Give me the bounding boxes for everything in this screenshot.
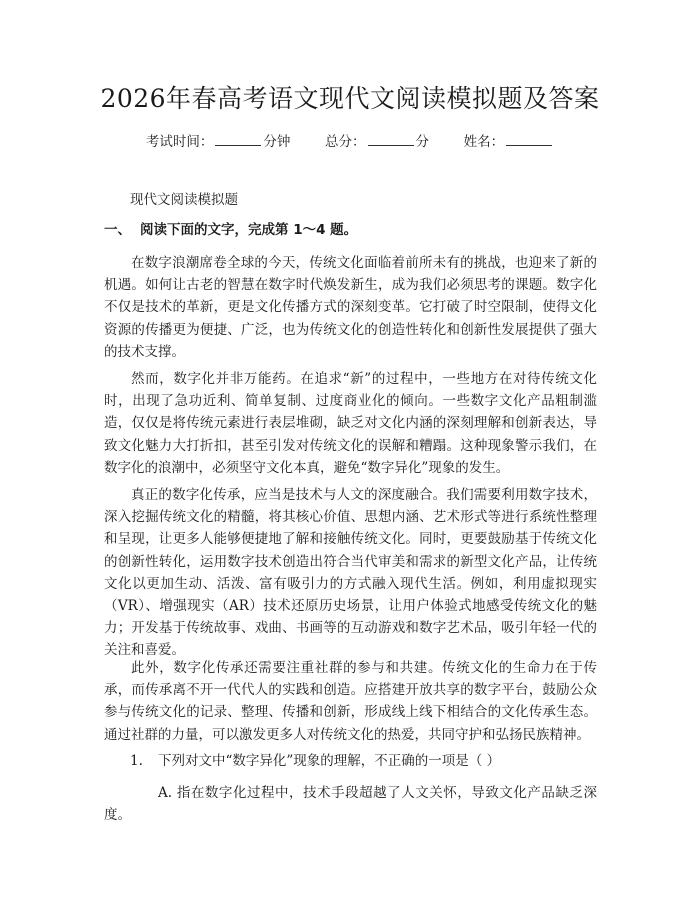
question-1-stem	[130, 750, 500, 772]
passage-paragraph-3: 真正的数字化传承，应当是技术与人文的深度融合。我们需要利用数字技术，深入挖掘传统文化的精髓，将其核心价值、思想内涵、艺术形式等进行系统性整理和呈现，让更多人能够便捷地了解和接触传统文化。同时，更要鼓励基于传统文化的创新性转化，运用数字技术创造出符合当代审美和需求的新型文化产品，让传统文化以更加生动、活泼、富有吸引力的方式融入现代生活。例如，利用虚拟现实（VR）、增强现实（AR）技术还原历史场景，让用户体验式地感受传统文化的魅力；开发基于传统故事、戏曲、书画等的互动游戏和数字艺术品，吸引年轻一代的关注和喜爱。	[104, 487, 597, 659]
score-unit: 分	[415, 134, 429, 150]
name-label: 姓名：	[463, 134, 505, 150]
score-label: 总分：	[325, 134, 366, 150]
passage-paragraph-4: 此外，数字化传承还需要注重社群的参与和共建。传统文化的生命力在于传承，而传承离不开一代代人的实践和创造。应搭建开放共享的数字平台，鼓励公众参与传统文化的记录、整理、传播和创新，形成线上线下相结合的文化传承生态。通过社群的力量，可以激发更多人对传统文化的热爱，共同守护和弘扬民族精神。	[104, 660, 597, 743]
time-blank	[215, 133, 261, 146]
document-title: 2026年春高考语文现代文阅读模拟题及答案	[100, 84, 600, 113]
question-1-number: 1.	[130, 753, 143, 769]
name-blank	[506, 133, 552, 146]
section-label: 现代文阅读模拟题	[130, 192, 238, 208]
exam-meta-line	[0, 132, 700, 152]
question-group-text: 阅读下面的文字，完成第 1～4 题。	[140, 222, 358, 238]
question-1-text: 下列对文中“数字异化”现象的理解，不正确的一项是（ ）	[158, 753, 501, 769]
passage-paragraph-2: 然而，数字化并非万能药。在追求“新”的过程中，一些地方在对待传统文化时，出现了急功近利、简单复制、过度商业化的倾向。一些数字文化产品粗制滥造，仅仅是将传统元素进行表层堆砌，缺乏对文化内涵的深刻理解和创新表达，导致文化魅力大打折扣，甚至引发对传统文化的误解和糟蹋。这种现象警示我们，在数字化的浪潮中，必须坚守文化本真，避免“数字异化”现象的发生。	[104, 371, 597, 476]
question-1-option-a: A. 指在数字化过程中，技术手段超越了人文关怀，导致文化产品缺乏深度。	[104, 785, 597, 824]
question-group-heading	[104, 220, 357, 240]
score-blank	[368, 133, 414, 146]
time-unit: 分钟	[263, 134, 291, 150]
passage-paragraph-1: 在数字浪潮席卷全球的今天，传统文化面临着前所未有的挑战，也迎来了新的机遇。如何让古老的智慧在数字时代焕发新生，成为我们必须思考的课题。数字化不仅是技术的革新，更是文化传播方式的深刻变革。它打破了时空限制，使得文化资源的传播更为便捷、广泛，也为传统文化的创造性转化和创新性发展提供了强大的技术支撑。	[104, 255, 597, 360]
question-group-number: 一、	[104, 222, 131, 238]
time-label: 考试时间：	[145, 134, 214, 150]
